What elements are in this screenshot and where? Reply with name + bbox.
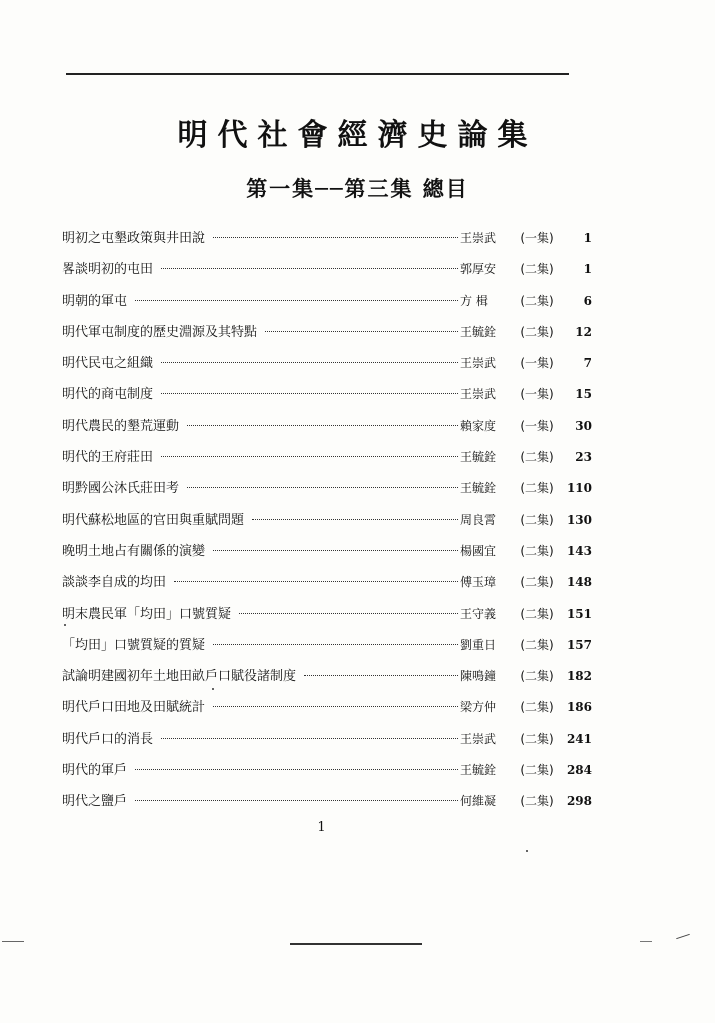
entry-page: 1 [583, 231, 592, 245]
dot-leader [174, 581, 458, 582]
entry-volume: (一集) [520, 231, 554, 245]
entry-title: 談談李自成的均田 [62, 575, 167, 591]
entry-volume: (一集) [520, 387, 554, 402]
table-of-contents [62, 223, 592, 818]
dot-leader [265, 331, 458, 332]
entry-author: 王毓銓 [460, 481, 497, 496]
speck [526, 850, 528, 852]
entry-author: 陳鳴鐘 [460, 669, 497, 684]
entry-volume: (一集) [520, 418, 554, 433]
dot-leader [213, 706, 458, 707]
entry-title: 明代的王府莊田 [62, 450, 154, 466]
entry-page: 110 [566, 481, 592, 496]
entry-volume: (一集) [520, 356, 554, 371]
dot-leader [135, 800, 458, 801]
entry-volume: (二集) [520, 324, 554, 339]
entry-volume: (二集) [520, 731, 554, 746]
entry-title: 明末農民軍「均田」口號質疑 [62, 606, 232, 622]
entry-author: 王崇武 [460, 387, 497, 402]
entry-volume: (二集) [520, 450, 554, 465]
entry-title: 明代的軍戶 [62, 763, 128, 779]
bottom-rule [290, 943, 422, 945]
entry-volume: (二集) [520, 794, 554, 809]
dot-leader [161, 393, 458, 394]
entry-page: 182 [566, 669, 592, 684]
entry-title: 晚明土地占有關係的演變 [62, 543, 206, 559]
toc-entry [62, 661, 592, 692]
toc-entry [62, 442, 592, 473]
dot-leader [187, 487, 458, 488]
dot-leader [252, 519, 458, 520]
entry-author: 方 楫 [460, 293, 488, 308]
toc-entry [62, 379, 592, 410]
entry-author: 王崇武 [460, 731, 497, 746]
entry-volume: (二集) [520, 763, 554, 778]
entry-volume: (二集) [520, 262, 554, 277]
bottom-left-mark [2, 941, 24, 942]
entry-author: 王毓銓 [460, 763, 497, 778]
dot-leader [161, 456, 458, 457]
entry-page: 148 [566, 575, 592, 590]
entry-page: 157 [566, 637, 592, 652]
entry-author: 王守義 [460, 606, 497, 621]
entry-volume: (二集) [520, 512, 554, 527]
dot-leader [213, 644, 458, 645]
entry-page: 7 [583, 356, 592, 371]
entry-volume: (二集) [520, 700, 554, 715]
entry-author: 周良霄 [460, 512, 497, 527]
entry-author: 郭厚安 [460, 262, 497, 277]
entry-title: 明代戶口田地及田賦統計 [62, 700, 206, 716]
document-title: 明代社會經濟史論集 [177, 118, 538, 153]
entry-page: 6 [583, 293, 592, 308]
entry-title: 明代戶口的消長 [62, 731, 154, 747]
entry-title: 明代軍屯制度的歷史淵源及其特點 [62, 324, 258, 340]
dot-leader [161, 268, 458, 269]
toc-entry [62, 317, 592, 348]
entry-volume: (二集) [520, 293, 554, 308]
entry-author: 何維凝 [460, 794, 497, 809]
corner-mark [676, 934, 690, 939]
entry-page: 130 [566, 512, 592, 527]
speck [64, 624, 66, 626]
toc-entry [62, 755, 592, 786]
entry-author: 王毓銓 [460, 450, 497, 465]
dot-leader [187, 425, 458, 426]
entry-volume: (二集) [520, 669, 554, 684]
entry-author: 王崇武 [460, 356, 497, 371]
entry-author: 王毓銓 [460, 324, 497, 339]
entry-volume: (二集) [520, 637, 554, 652]
entry-page: 151 [566, 606, 592, 621]
top-rule [66, 73, 569, 75]
entry-page: 23 [575, 450, 592, 465]
toc-entry [62, 567, 592, 598]
toc-entry [62, 411, 592, 442]
toc-entry [62, 254, 592, 285]
entry-page: 12 [575, 324, 592, 339]
toc-entry [62, 223, 592, 254]
dot-leader [213, 550, 458, 551]
toc-entry [62, 505, 592, 536]
toc-entry [62, 692, 592, 723]
entry-volume: (二集) [520, 575, 554, 590]
document-subtitle: 第一集──第三集 總目 [246, 177, 469, 201]
entry-author: 王崇武 [460, 231, 497, 245]
entry-author: 傅玉璋 [460, 575, 497, 590]
entry-title: 明代農民的墾荒運動 [62, 418, 180, 434]
toc-entry [62, 599, 592, 630]
entry-page: 284 [566, 763, 592, 778]
entry-page: 30 [575, 418, 592, 433]
entry-volume: (二集) [520, 543, 554, 558]
entry-page: 241 [566, 731, 592, 746]
toc-entry [62, 473, 592, 504]
entry-title: 明黔國公沐氏莊田考 [62, 481, 180, 497]
entry-page: 298 [566, 794, 592, 809]
dot-leader [135, 300, 458, 301]
entry-page: 1 [583, 262, 592, 277]
dot-leader [239, 613, 458, 614]
entry-page: 15 [575, 387, 592, 402]
entry-title: 明代之鹽戶 [62, 794, 128, 810]
entry-author: 楊國宜 [460, 543, 497, 558]
speck [212, 688, 214, 690]
toc-entry [62, 630, 592, 661]
entry-title: 明初之屯墾政策與井田說 [62, 231, 206, 246]
bottom-right-mark [640, 941, 652, 942]
toc-entry [62, 286, 592, 317]
entry-title: 明朝的軍屯 [62, 293, 128, 309]
entry-title: 明代的商屯制度 [62, 387, 154, 403]
entry-author: 梁方仲 [460, 700, 497, 715]
entry-title: 「均田」口號質疑的質疑 [62, 637, 206, 653]
entry-author: 劉重日 [460, 637, 497, 652]
page-number: 1 [317, 820, 326, 835]
entry-author: 賴家度 [460, 418, 497, 433]
dot-leader [161, 738, 458, 739]
toc-entry [62, 348, 592, 379]
dot-leader [135, 769, 458, 770]
entry-title: 明代民屯之組織 [62, 356, 154, 372]
entry-title: 明代蘇松地區的官田與重賦問題 [62, 512, 245, 528]
entry-volume: (二集) [520, 481, 554, 496]
entry-title: 畧談明初的屯田 [62, 262, 154, 278]
entry-title: 試論明建國初年土地田畝戶口賦役諸制度 [62, 669, 297, 685]
toc-entry [62, 724, 592, 755]
toc-entry [62, 536, 592, 567]
entry-volume: (二集) [520, 606, 554, 621]
dot-leader [213, 237, 458, 238]
dot-leader [304, 675, 458, 676]
entry-page: 186 [566, 700, 592, 715]
entry-page: 143 [566, 543, 592, 558]
dot-leader [161, 362, 458, 363]
toc-entry [62, 786, 592, 817]
